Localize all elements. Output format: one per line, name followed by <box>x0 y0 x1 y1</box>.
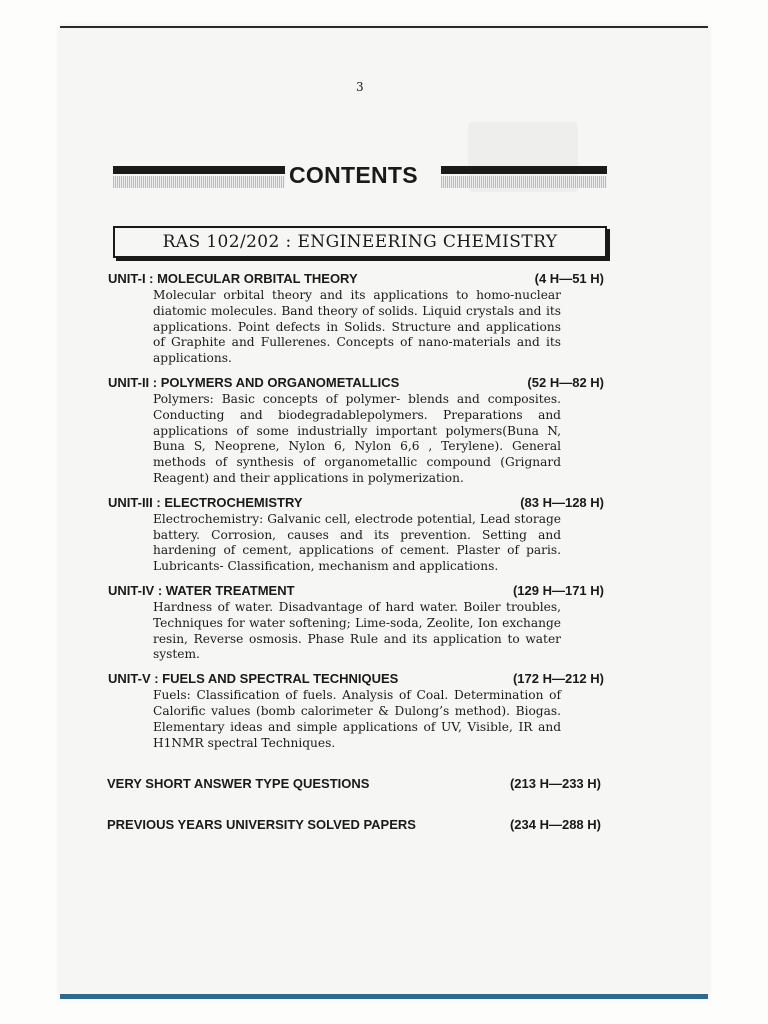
unit-title: UNIT-I : MOLECULAR ORBITAL THEORY <box>108 271 358 286</box>
page-number: 3 <box>356 80 364 94</box>
contents-heading: CONTENTS <box>289 162 418 188</box>
unit-entry <box>108 670 604 751</box>
extra-section-entry <box>107 776 601 791</box>
unit-entry <box>108 374 604 487</box>
course-title: RAS 102/202 : ENGINEERING CHEMISTRY <box>162 232 558 252</box>
unit-page-range: (172 H—212 H) <box>512 671 604 687</box>
unit-page-range: (129 H—171 H) <box>512 582 604 598</box>
unit-title: UNIT-III : ELECTROCHEMISTRY <box>108 494 303 510</box>
unit-entry <box>108 494 604 575</box>
unit-page-range: (4 H—51 H) <box>534 271 604 286</box>
course-title-box <box>113 226 607 258</box>
extra-section-entry <box>107 817 601 832</box>
unit-description: Molecular orbital theory and its applications to homo-nuclear diatomic molecules. Band theory of solids. Liquid crystals and its applications. Point defects in Solids. Structure and applications of Graphite and Fullerenes. Concepts of nano-materials and its applications. <box>153 288 561 366</box>
unit-list <box>108 270 604 758</box>
contents-heading-band <box>113 162 607 190</box>
extra-section-title: VERY SHORT ANSWER TYPE QUESTIONS <box>107 776 370 791</box>
heading-rule-right <box>441 166 607 188</box>
unit-page-range: (83 H—128 H) <box>520 494 604 510</box>
page-bottom-edge <box>60 994 708 999</box>
extra-section-page-range: (234 H—288 H) <box>509 817 601 832</box>
heading-rule-left <box>113 166 285 188</box>
unit-title: UNIT-IV : WATER TREATMENT <box>108 582 295 598</box>
unit-entry <box>108 582 604 663</box>
unit-description: Polymers: Basic concepts of polymer- blends and composites. Conducting and biodegradablepolymers. Preparations and applications of some industrially important polymers(Buna N, Buna S, Neoprene, Nylon 6, Nylon 6,6 , Terylene). General methods of synthesis of organometallic compound (Grignard Reagent) and their applications in polymerization. <box>153 391 561 485</box>
unit-description: Electrochemistry: Galvanic cell, electrode potential, Lead storage battery. Corrosion, causes and its prevention. Setting and hardening of cement, applications of cement. Plaster of paris. Lubricants- Classification, mechanism and applications. <box>153 511 561 574</box>
extra-section-title: PREVIOUS YEARS UNIVERSITY SOLVED PAPERS <box>107 817 416 832</box>
extra-section-page-range: (213 H—233 H) <box>509 776 601 791</box>
unit-page-range: (52 H—82 H) <box>527 374 604 390</box>
unit-description: Fuels: Classification of fuels. Analysis of Coal. Determination of Calorific values (bomb calorimeter & Dulong’s method). Biogas. Elementary ideas and simple applications of UV, Visible, IR and H1NMR spectral Techniques. <box>153 688 561 750</box>
unit-title: UNIT-V : FUELS AND SPECTRAL TECHNIQUES <box>108 671 399 687</box>
unit-description: Hardness of water. Disadvantage of hard water. Boiler troubles, Techniques for water softening; Lime-soda, Zeolite, Ion exchange resin, Reverse osmosis. Phase Rule and its application to water system. <box>153 599 561 662</box>
unit-title: UNIT-II : POLYMERS AND ORGANOMETALLICS <box>108 374 400 390</box>
unit-entry <box>108 270 604 367</box>
